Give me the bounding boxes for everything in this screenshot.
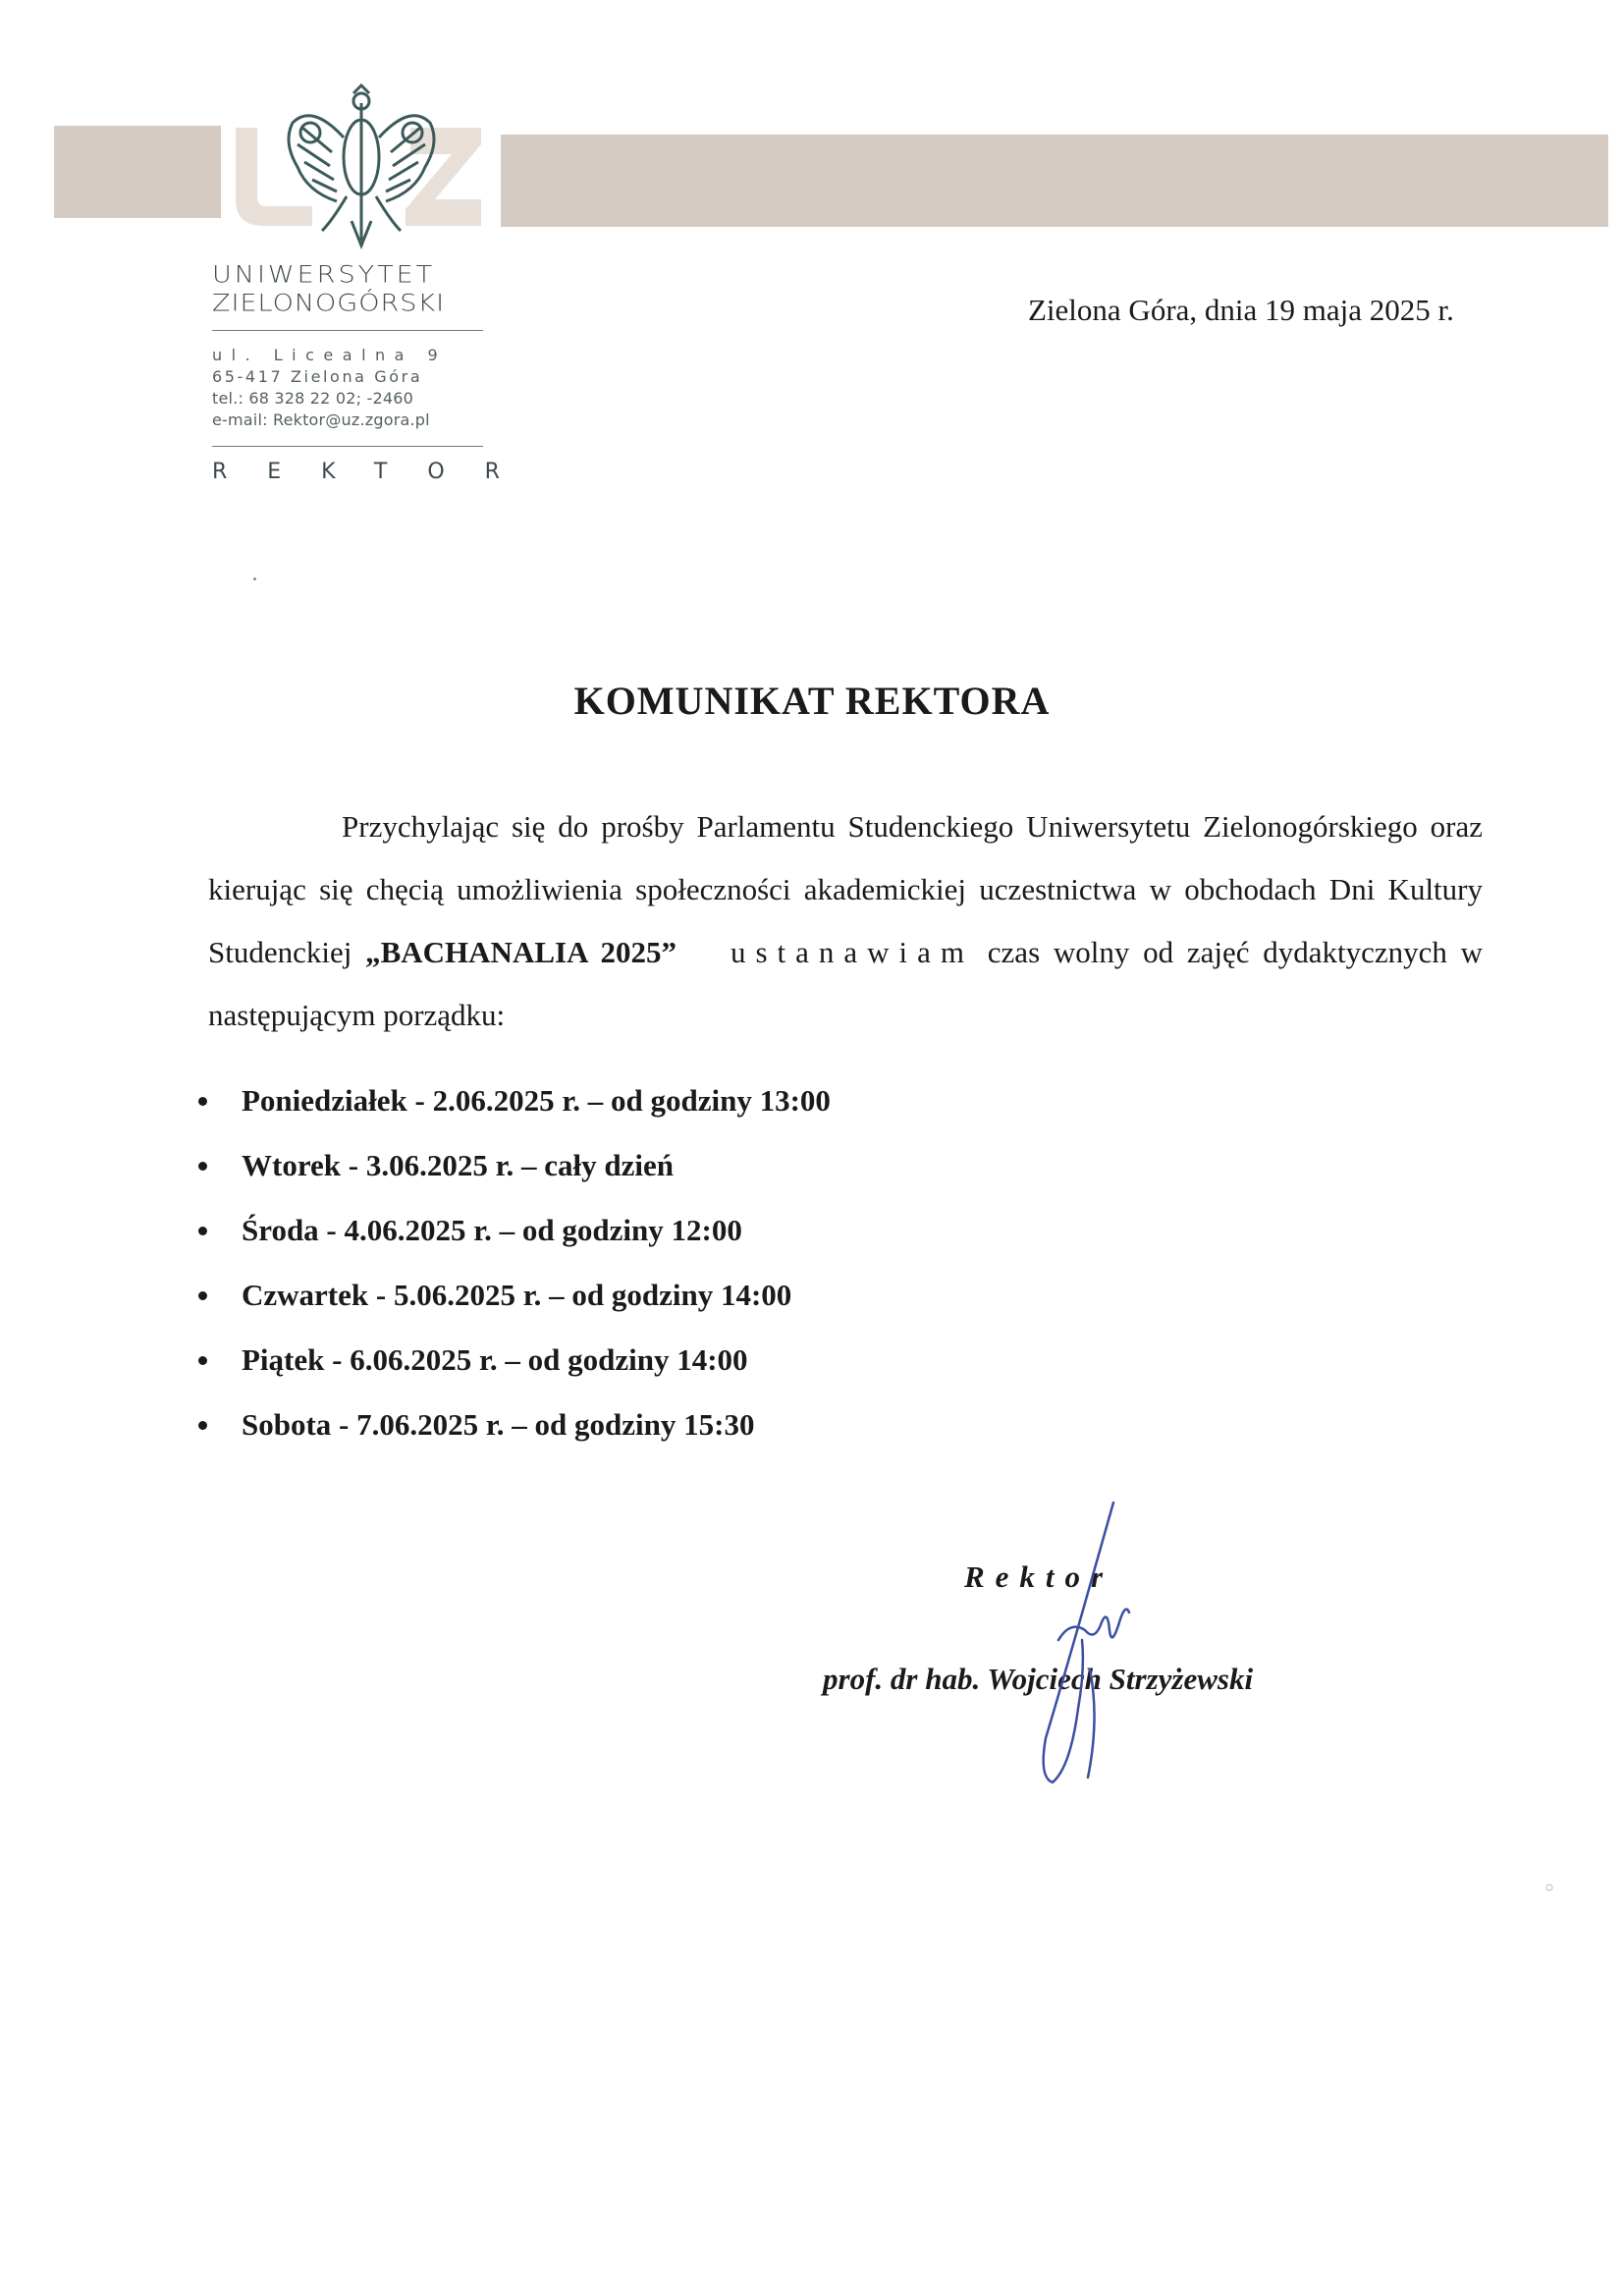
schedule-list bbox=[192, 1070, 831, 1459]
letterhead-divider-top bbox=[212, 330, 483, 331]
schedule-item: Środa - 4.06.2025 r. – od godziny 12:00 bbox=[192, 1200, 831, 1265]
scan-speck bbox=[253, 577, 256, 580]
schedule-item: Czwartek - 5.06.2025 r. – od godziny 14:00 bbox=[192, 1265, 831, 1330]
address-email: e-mail: Rektor@uz.zgora.pl bbox=[212, 410, 430, 429]
body-text-part2: czas wolny od zajęć dydaktycznych w następującym porządku: bbox=[208, 935, 1484, 1032]
event-name: „BACHANALIA 2025” bbox=[365, 935, 677, 969]
university-name-line2: ZIELONOGÓRSKI bbox=[212, 290, 446, 317]
scan-mark bbox=[1543, 1882, 1555, 1893]
letterhead-band-right bbox=[501, 135, 1608, 227]
schedule-item: Piątek - 6.06.2025 r. – od godziny 14:00 bbox=[192, 1330, 831, 1394]
schedule-item: Sobota - 7.06.2025 r. – od godziny 15:30 bbox=[192, 1394, 831, 1459]
university-eagle-logo-icon bbox=[224, 83, 499, 250]
schedule-item: Poniedziałek - 2.06.2025 r. – od godziny 13:00 bbox=[192, 1070, 831, 1135]
letterhead-divider-bottom bbox=[212, 446, 483, 447]
body-text-part1: Przychylając się do prośby Parlamentu Studenckiego Uniwersytetu Zielonogórskiego oraz kierując się chęcią umożliwienia społeczności akademickiej uczestnictwa w obchodach Dni Kultury Studenckiej bbox=[208, 809, 1483, 969]
address-street: ul. Licealna 9 bbox=[212, 346, 448, 364]
address-city: 65-417 Zielona Góra bbox=[212, 367, 423, 386]
letterhead-band-left bbox=[54, 126, 221, 218]
office-label: REKTOR bbox=[212, 460, 540, 484]
signatory-title: Rektor bbox=[964, 1559, 1114, 1594]
document-title: KOMUNIKAT REKTORA bbox=[573, 679, 1051, 723]
decree-word: ustanawiam bbox=[730, 935, 975, 969]
body-paragraph bbox=[208, 795, 1483, 1047]
handwritten-signature bbox=[962, 1493, 1159, 1797]
schedule-item: Wtorek - 3.06.2025 r. – cały dzień bbox=[192, 1135, 831, 1200]
university-name-line1: UNIWERSYTET bbox=[212, 261, 436, 289]
date-line: Zielona Góra, dnia 19 maja 2025 r. bbox=[1028, 293, 1454, 327]
address-phone: tel.: 68 328 22 02; -2460 bbox=[212, 389, 413, 408]
signatory-name: prof. dr hab. Wojciech Strzyżewski bbox=[823, 1662, 1254, 1696]
